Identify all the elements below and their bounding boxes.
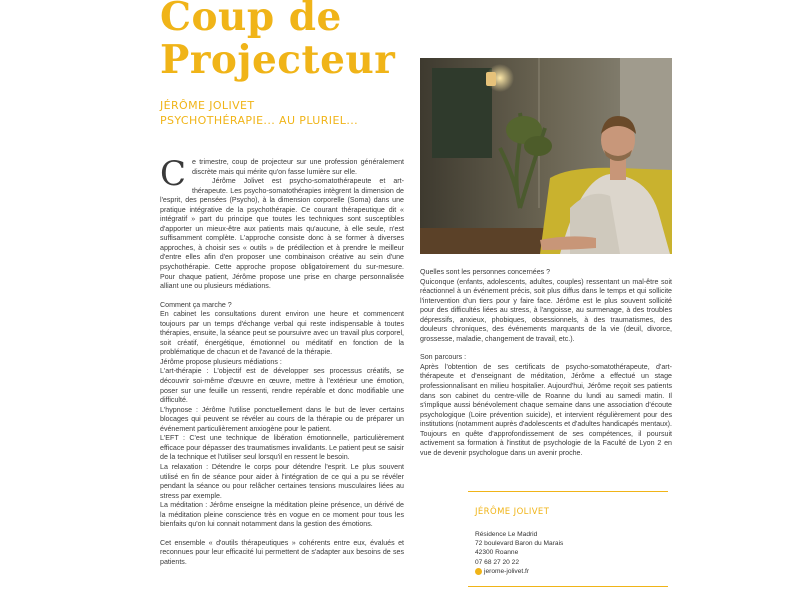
contact-divider-bottom [468, 586, 668, 587]
paragraph: e trimestre, coup de projecteur sur une profession généralement discrète mais qui mérite qu'on fasse lumière sur elle. [192, 158, 404, 176]
phone-number: 07 68 27 20 22 [475, 558, 519, 566]
paragraph: Après l'obtention de ses certificats de psycho-somatothérapeute, d'art-thérapeute et d'enseignant de méditation, Jérôme a effectué un stage professionnalisant en milieu hospitalier. Aujourd'hui, Jérôme reçoit ses patients dans son cabinet du centre-ville de Roanne du lundi au samedi matin. Il s'implique aussi bénévolement chaque semaine dans une association d'écoute psychologique (Loire prévention suicide), et intervient régulièrement pour des institutions (notamment auprès d'adolescents et d'adultes handicapés mentaux). Toujours en quête d'approfondissement de ses compétences, il poursuit activement sa formation à l'institut de psychologie de la Faculté de Lyon 2 en vue de devenir psychologue dans un avenir proche. [420, 362, 672, 457]
subtitle-tagline: PSYCHOTHÉRAPIE... AU PLURIEL... [160, 114, 359, 127]
paragraph: Quiconque (enfants, adolescents, adultes, couples) ressentant un mal-être soit réactionnel à un événement précis, soit plus diffus dans le temps et qui sollicite l'intervention d'un tiers pour y faire face. Jérôme est le plus souvent sollicité pour des difficultés liées au stress, à l'angoisse, au surmenage, à des troubles dépressifs, anxieux, phobiques, obsessionnels, à des traumatismes, des douleurs chroniques, des événements marquants de la vie (deuil, divorce, grossesse, maladie, changement de travail, etc.). [420, 277, 672, 343]
left-column [160, 154, 404, 567]
address-line: 72 boulevard Baron du Marais [475, 540, 564, 548]
drop-cap: C [160, 154, 187, 194]
website-line [475, 567, 665, 576]
section-heading: Quelles sont les personnes concernées ? [420, 268, 551, 276]
paragraph: Jérôme propose plusieurs médiations : [160, 357, 282, 366]
website-link[interactable]: jerome-jolivet.fr [484, 567, 530, 575]
contact-name: JÉRÔME JOLIVET [475, 507, 550, 517]
paragraph: L'EFT : C'est une technique de libération émotionnelle, particulièrement efficace pour dépasser des traumatismes invalidants. Le patient peut se saisir de la technique et l'utiliser seul lorsqu'il en ressent le besoin. [160, 434, 404, 462]
contact-divider-top [468, 491, 668, 492]
section-heading: Son parcours : [420, 353, 467, 362]
section-heading: Comment ça marche ? [160, 300, 232, 309]
subtitle-name: JÉRÔME JOLIVET [160, 99, 255, 112]
globe-icon [475, 568, 482, 575]
intro-block [160, 154, 404, 292]
article-subtitle [160, 98, 358, 128]
address-line: 42300 Roanne [475, 549, 519, 557]
address-line: Résidence Le Madrid [475, 531, 538, 538]
paragraph: L'hypnose : Jérôme l'utilise ponctuellement dans le but de lever certains blocages qui peuvent se révéler au cours de la thérapie ou de préparer un événement particulièrement anxiogène pour le patient. [160, 405, 404, 433]
right-column [420, 268, 672, 458]
article-title [160, 0, 395, 82]
paragraph: La méditation : Jérôme enseigne la méditation pleine présence, un dérivé de la méditation pleine conscience très en vogue en ce moment pour tous les bienfaits qu'on lui connait notamment dans la gestion des émotions. [160, 501, 404, 529]
paragraph: L'art-thérapie : L'objectif est de développer ses processus créatifs, se découvrir soi-même d'œuvre en œuvre, mettre à l'extérieur une émotion, poser sur une feuille un ressenti, rendre repérable et donc modifiable une difficulté. [160, 367, 404, 405]
paragraph: En cabinet les consultations durent environ une heure et commencent toujours par un temps d'échange verbal qui reste indispensable à toutes thérapies, ensuite, la séance peut se poursuivre avec un travail plus corporel, soit créatif, énergétique, émotionnel ou méditatif en fonction de la problématique de chacun et de l'avancé de la thérapie. [160, 310, 404, 357]
portrait-photo [420, 58, 672, 254]
contact-box [475, 506, 665, 576]
paragraph: Jérôme Jolivet est psycho-somatothérapeute et art-thérapeute. Les psycho-somatothérapies intègrent la dimension de l'esprit, des pensées (Psycho), à la dimension corporelle (Soma) dans une pratique intégrative de la psychothérapie. Ce courant thérapeutique dit « intégratif » part du principe que toutes les techniques sont susceptibles d'apporter un mieux-être aux patients mais qu'aucune, à elle seule, n'est suffisamment complète. L'approche consiste donc à se former à diverses approches, à choisir ses « outils » de prédilection et à prendre le meilleur d'entre elles afin d'en proposer une combinaison créative au sein d'une psychothérapie. Cette approche propose obligatoirement du sur-mesure. Pour chaque patient, Jérôme propose une prise en charge personnalisée alliant une ou plusieurs médiations. [160, 177, 404, 291]
paragraph: Cet ensemble « d'outils thérapeutiques » cohérents entre eux, évalués et reconnues pour leur efficacité lui permettent de s'adapter aux besoins de ses patients. [160, 538, 404, 566]
title-line-2: Projecteur [160, 37, 396, 83]
title-line-1: Coup de [160, 0, 342, 40]
paragraph: La relaxation : Détendre le corps pour détendre l'esprit. Le plus souvent utilisé en fin de séance pour aider à l'intégration de ce qui a pu se révéler pendant la séance ou pour relâcher certaines tensions musculaires liées au stress par exemple. [160, 462, 404, 500]
